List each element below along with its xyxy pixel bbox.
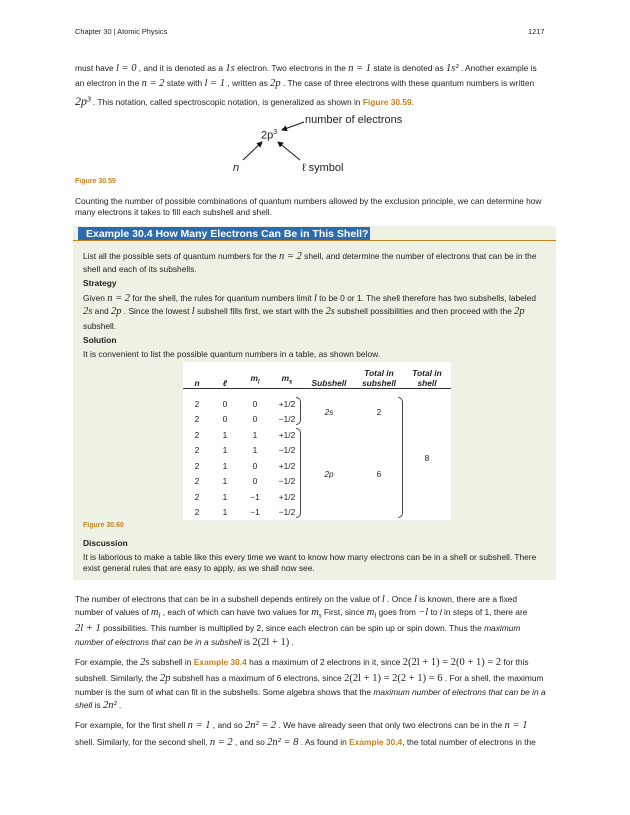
intro-line-2: an electron in the n = 2 state with l = 1 , written as 2p . The case of three electrons with these quantum numbers is written [75, 78, 535, 89]
figure-30-59-caption: Figure 30.59 [75, 178, 116, 185]
discussion-line-2: exist general rules that are easy to apply, as we shall now see. [83, 563, 315, 573]
table-row: 2 1 0 −1/2 [194, 476, 296, 487]
notation-center: $2p^3$ [261, 129, 278, 142]
subshell-2p: 2p [324, 468, 334, 479]
total-shell: 8 [424, 453, 430, 463]
example-prompt-line-2: shell and each of its subshells. [83, 264, 197, 274]
intro-line-1: must have l = 0 , and it is denoted as a 1s electron. Two electrons in the n = 1 state is denoted as 1s² . Another example is [75, 63, 537, 74]
body-p1-line-4: number of electrons that can be in a subshell is 2(2l + 1) . [75, 637, 294, 648]
counting-line-2: many electrons it takes to fill each subshell and shell. [75, 207, 272, 217]
total-2s: 2 [376, 406, 382, 417]
quantum-numbers-table [183, 362, 451, 520]
example-prompt-line-1: List all the possible sets of quantum numbers for the n = 2 shell, and determine the number of electrons that can be in the [83, 251, 537, 262]
n-label: n [233, 162, 240, 174]
header-total-subshell: Total in subshell [362, 368, 396, 388]
subshell-2s: 2s [324, 406, 334, 417]
body-p1-line-3: 2l + 1 possibilities. This number is multiplied by 2, since each electron can be spin up or spin down. Thus the maximum [75, 623, 521, 634]
table-row: 2 0 0 −1/2 [194, 414, 296, 425]
table-row: 2 1 −1 +1/2 [194, 491, 296, 502]
header-ms: $m_s$ [281, 373, 293, 386]
example-title-rule [73, 240, 556, 241]
example-30-4-link[interactable]: Example 30.4 [193, 657, 247, 667]
body-p2-line-1: For example, the 2s subshell in Example 30.4 has a maximum of 2 electrons in it, since 2(2l + 1) = 2(0 + 1) = 2 for this [75, 657, 529, 668]
table-row: 2 1 0 +1/2 [194, 460, 296, 471]
discussion-heading: Discussion [83, 538, 128, 548]
figure-30-59-link[interactable]: Figure 30.59 [362, 97, 412, 107]
table-header-row [183, 362, 451, 389]
solution-heading: Solution [83, 335, 117, 345]
body-p2-line-2: subshell. Similarly, the 2p subshell has a maximum of 6 electrons, since 2(2l + 1) = 2(2 + 1) = 6 . For a shell, the maximum [75, 673, 544, 684]
table-row: 2 1 −1 −1/2 [194, 507, 296, 518]
strategy-line-1: Given n = 2 for the shell, the rules for quantum numbers limit l to be 0 or 1. The shell therefore has two subshells, labeled [83, 293, 536, 304]
body-p3-line-1: For example, for the first shell n = 1 , and so 2n² = 2 . We have already seen that only two electrons can be in the n = 1 [75, 720, 528, 731]
strategy-heading: Strategy [83, 278, 117, 288]
spectroscopic-notation-figure [225, 112, 425, 177]
example-30-4-link-2[interactable]: Example 30.4 [349, 737, 403, 747]
discussion-line-1: It is laborious to make a table like this every time we want to know how many electrons can be in a shell or subshell. There [83, 552, 537, 562]
running-header: Chapter 30 | Atomic Physics [75, 27, 168, 36]
body-p3-line-2: shell. Similarly, for the second shell, n = 2 , and so 2n² = 8 . As found in Example 30.4, the total number of electrons in the [75, 737, 536, 748]
header-subshell: Subshell [311, 378, 347, 388]
header-total-shell: Total in shell [412, 368, 442, 388]
brace-2s [296, 397, 301, 425]
example-title: Example 30.4 How Many Electrons Can Be in This Shell? [78, 227, 370, 241]
body-p2-line-4: shell is 2n² . [75, 700, 122, 711]
table-row: 2 1 1 −1/2 [194, 445, 296, 456]
header-l: ℓ [222, 378, 228, 388]
solution-text: It is convenient to list the possible quantum numbers in a table, as shown below. [83, 349, 381, 359]
brace-shell [398, 397, 403, 518]
body-p1-line-2: number of values of $m_l$ , each of which can have two values for $m_s$ First, since $m_l$ goes from −l to l in steps of 1, there are [75, 607, 528, 620]
page-number: 1217 [528, 27, 545, 36]
body-p1-line-1: The number of electrons that can be in a subshell depends entirely on the value of l . Once l is known, there are a fixed [75, 594, 518, 605]
header-ml: $m_l$ [250, 373, 260, 386]
counting-line-1: Counting the number of possible combinations of quantum numbers allowed by the exclusion principle, we can determine how [75, 196, 542, 206]
header-n: n [194, 378, 200, 388]
strategy-line-3: subshell. [83, 321, 117, 331]
total-2p: 6 [376, 468, 382, 479]
l-symbol-label: ℓ symbol [302, 162, 344, 174]
number-of-electrons-label: number of electrons [305, 114, 403, 126]
body-p2-line-3: number is the sum of what can fit in the subshells. Some algebra shows that the maximum number of electrons that can be in a [75, 687, 546, 697]
figure-30-60-caption: Figure 30.60 [83, 522, 124, 529]
table-row: 2 1 1 +1/2 2p 6 [183, 427, 451, 443]
brace-2p [296, 428, 301, 518]
intro-line-3: 2p³ . This notation, called spectroscopic notation, is generalized as shown in Figure 30.59. [75, 94, 415, 108]
table-row: 2 0 0 +1/2 2s 2 8 [183, 396, 451, 412]
strategy-line-2: 2s and 2p . Since the lowest l subshell fills first, we start with the 2s subshell possibilities and then proceed with the 2p [83, 306, 525, 317]
